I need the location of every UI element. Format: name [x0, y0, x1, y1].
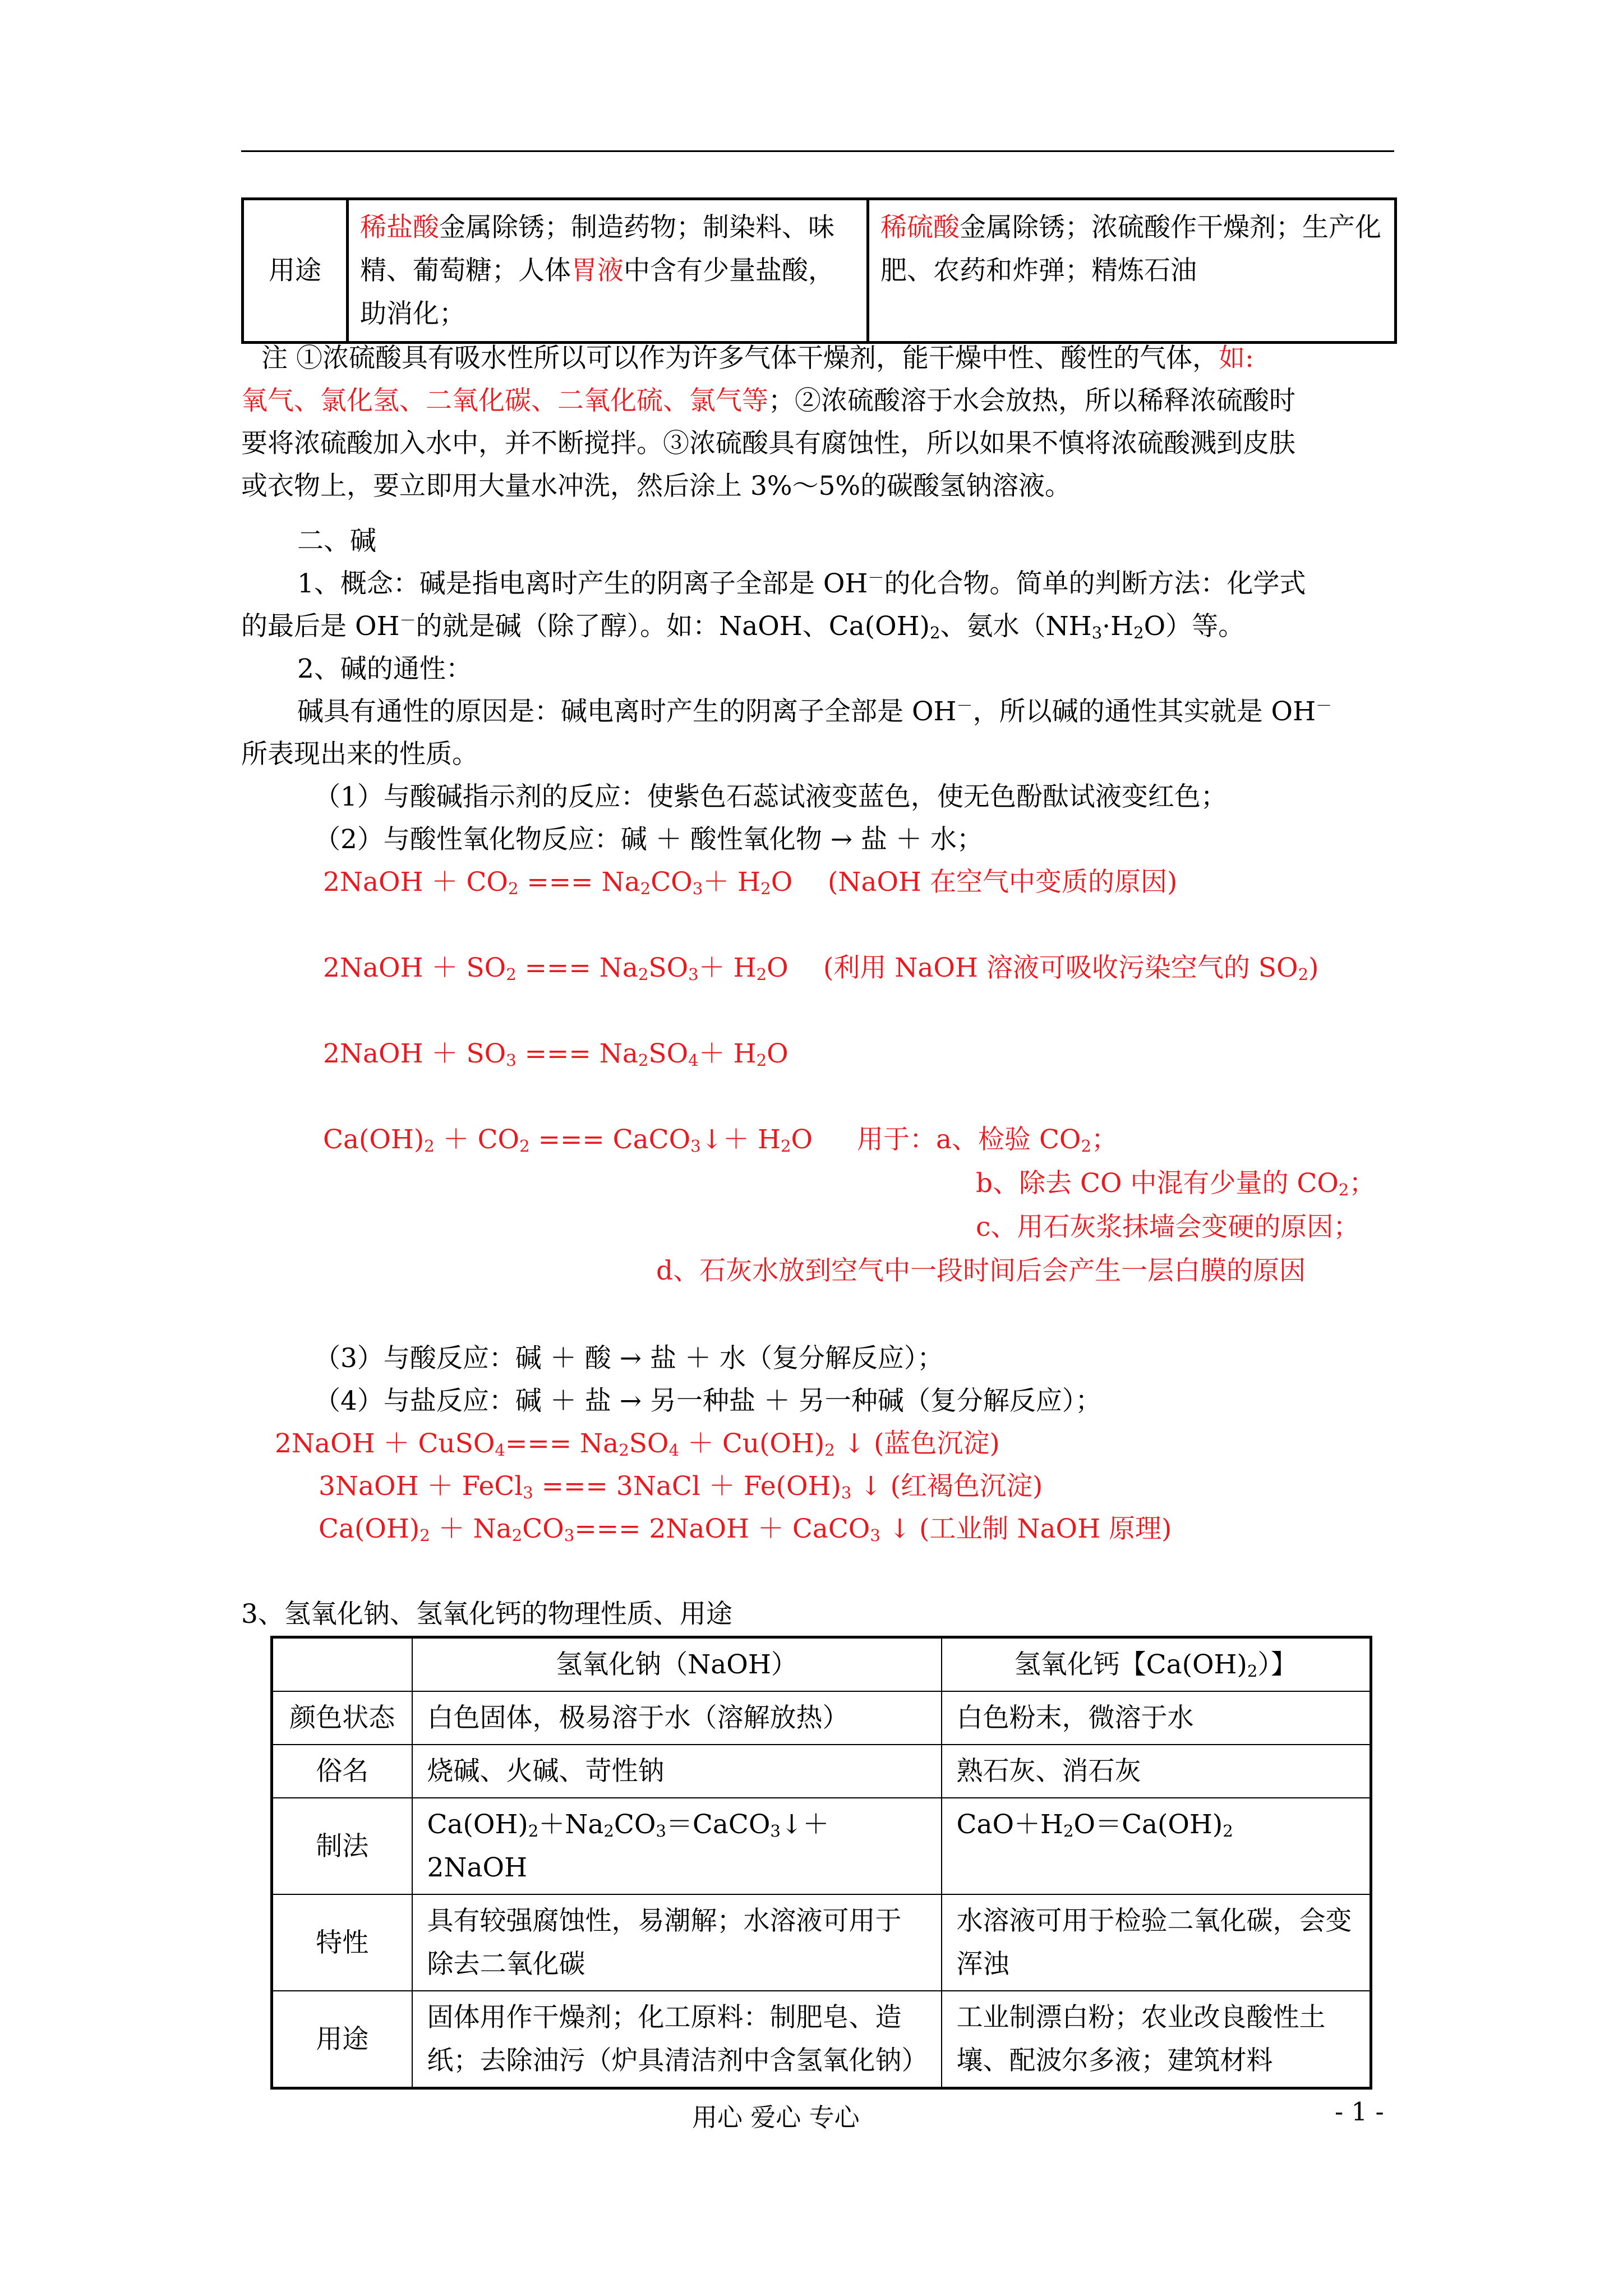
row-label: 特性 — [272, 1894, 412, 1991]
use-d: d、石灰水放到空气中一段时间后会产生一层白膜的原因 — [656, 1255, 1306, 1286]
concept-line-2: 的最后是 OH－的就是碱（除了醇）。如：NaOH、$Ca(OH)_2$、氨水$(NH_3\cdot H_2O)$等。 — [241, 610, 1245, 642]
page-number: - 1 - — [1335, 2097, 1384, 2127]
equation-naoh-co2-note: (NaOH 在空气中变质的原因) — [828, 867, 1178, 898]
page-footer: 用心 爱心 专心 — [692, 2102, 860, 2132]
cell-naoh: $Ca(OH)_2+Na_2CO_3=CaCO_3↓+2NaOH$ — [412, 1798, 942, 1894]
table-row — [272, 1745, 1371, 1798]
salt-equation-1: 2NaOH ＋ CuSO$_4$=== $Na_2SO_4 + Cu(OH)_2$ ↓ (蓝色沉淀) — [275, 1428, 1000, 1460]
reason-line-2: 所表现出来的性质。 — [241, 739, 478, 770]
table-corner-cell — [272, 1637, 412, 1692]
property-2: （2）与酸性氧化物反应：碱 ＋ 酸性氧化物 → 盐 ＋ 水； — [314, 824, 983, 855]
common-properties-title: 2、碱的通性： — [297, 654, 472, 684]
cell-naoh: 白色固体，极易溶于水（溶解放热） — [412, 1691, 942, 1745]
use-b: b、除去 CO 中混有少量的 $CO_2$； — [976, 1168, 1376, 1199]
h2so4-uses-cell: 稀硫酸金属除锈；浓硫酸作干燥剂；生产化肥、农药和炸弹；精炼石油 — [868, 199, 1396, 343]
reason-line-1: 碱具有通性的原因是：碱电离时产生的阴离子全部是 OH－，所以碱的通性其实就是 OH－ — [297, 696, 1332, 727]
cell-naoh: 烧碱、火碱、苛性钠 — [412, 1745, 942, 1798]
uses-label: 用途 — [243, 199, 348, 343]
salt-equation-3: $Ca(OH)_2 + Na_2CO_3===$ 2NaOH ＋ CaCO$_3$ ↓ (工业制 NaOH 原理) — [319, 1513, 1172, 1545]
acid-uses-table — [241, 197, 1397, 344]
cell-caoh: $CaO+H_2O=Ca(OH)_2$ — [942, 1798, 1371, 1894]
section-3-title: 3、氢氧化钠、氢氧化钙的物理性质、用途 — [241, 1599, 732, 1630]
cell-caoh: 白色粉末，微溶于水 — [942, 1691, 1371, 1745]
header-rule — [241, 150, 1394, 152]
equation-naoh-co2: 2NaOH ＋ $CO_2$ === $Na_2CO_3+ H_2O$ — [323, 867, 793, 898]
equation-caoh-co2: $Ca(OH)_2 + CO_2$ === CaCO$_3$↓＋ $H_2O$ — [323, 1124, 813, 1156]
note-line-2: 氧气、氯化氢、二氧化碳、二氧化硫、氯气等；②浓硫酸溶于水会放热，所以稀释浓硫酸时 — [241, 385, 1295, 416]
col-header-naoh: 氢氧化钠（NaOH） — [412, 1637, 942, 1692]
row-label: 制法 — [272, 1798, 412, 1894]
row-label: 俗名 — [272, 1745, 412, 1798]
hcl-uses-cell: 稀盐酸金属除锈；制造药物；制染料、味精、葡萄糖；人体胃液中含有少量盐酸，助消化； — [348, 199, 868, 343]
salt-equation-2: 3NaOH ＋ FeCl$_3$ === 3NaCl ＋ $Fe(OH)_3$ ↓ (红褐色沉淀) — [319, 1471, 1043, 1502]
row-label: 用途 — [272, 1991, 412, 2088]
base-heading: 二、碱 — [297, 526, 376, 556]
naoh-caoh-table — [270, 1636, 1372, 2090]
table-row — [272, 1894, 1371, 1991]
table-row — [272, 1691, 1371, 1745]
equation-naoh-so3: 2NaOH ＋ $SO_3$ === $Na_2SO_4+ H_2O$ — [323, 1038, 789, 1070]
concept-line-1: 1、概念：碱是指电离时产生的阴离子全部是 OH－的化合物。简单的判断方法：化学式 — [297, 568, 1306, 599]
table-row — [272, 1991, 1371, 2088]
cell-naoh: 固体用作干燥剂；化工原料：制肥皂、造纸；去除油污（炉具清洁剂中含氢氧化钠） — [412, 1991, 942, 2088]
use-a: 用于：a、检验 $CO_2$； — [857, 1124, 1118, 1156]
note-line-1: 注 ①浓硫酸具有吸水性所以可以作为许多气体干燥剂，能干燥中性、酸性的气体，如: — [261, 343, 1254, 374]
table-row — [272, 1798, 1371, 1894]
col-header-caoh: 氢氧化钙【$Ca(OH)_2$）】 — [942, 1637, 1371, 1692]
cell-caoh: 水溶液可用于检验二氧化碳，会变浑浊 — [942, 1894, 1371, 1991]
cell-caoh: 工业制漂白粉；农业改良酸性土壤、配波尔多液；建筑材料 — [942, 1991, 1371, 2088]
use-c: c、用石灰浆抹墙会变硬的原因； — [976, 1212, 1360, 1243]
row-label: 颜色状态 — [272, 1691, 412, 1745]
equation-naoh-so2-note: (利用 NaOH 溶液可吸收污染空气的 $SO_2$) — [823, 953, 1319, 984]
cell-naoh: 具有较强腐蚀性，易潮解；水溶液可用于除去二氧化碳 — [412, 1894, 942, 1991]
equation-naoh-so2: 2NaOH ＋ $SO_2$ === $Na_2SO_3+ H_2O$ — [323, 953, 789, 984]
property-3: （3）与酸反应：碱 ＋ 酸 → 盐 ＋ 水（复分解反应）； — [314, 1343, 944, 1374]
property-1: （1）与酸碱指示剂的反应：使紫色石蕊试液变蓝色，使无色酚酞试液变红色； — [314, 781, 1227, 812]
note-line-4: 或衣物上，要立即用大量水冲洗，然后涂上 3%～5%的碳酸氢钠溶液。 — [241, 471, 1072, 501]
property-4: （4）与盐反应：碱 ＋ 盐 → 另一种盐 ＋ 另一种碱（复分解反应）； — [314, 1386, 1102, 1416]
cell-caoh: 熟石灰、消石灰 — [942, 1745, 1371, 1798]
note-line-3: 要将浓硫酸加入水中，并不断搅拌。③浓硫酸具有腐蚀性，所以如果不慎将浓硫酸溅到皮肤 — [241, 428, 1295, 459]
